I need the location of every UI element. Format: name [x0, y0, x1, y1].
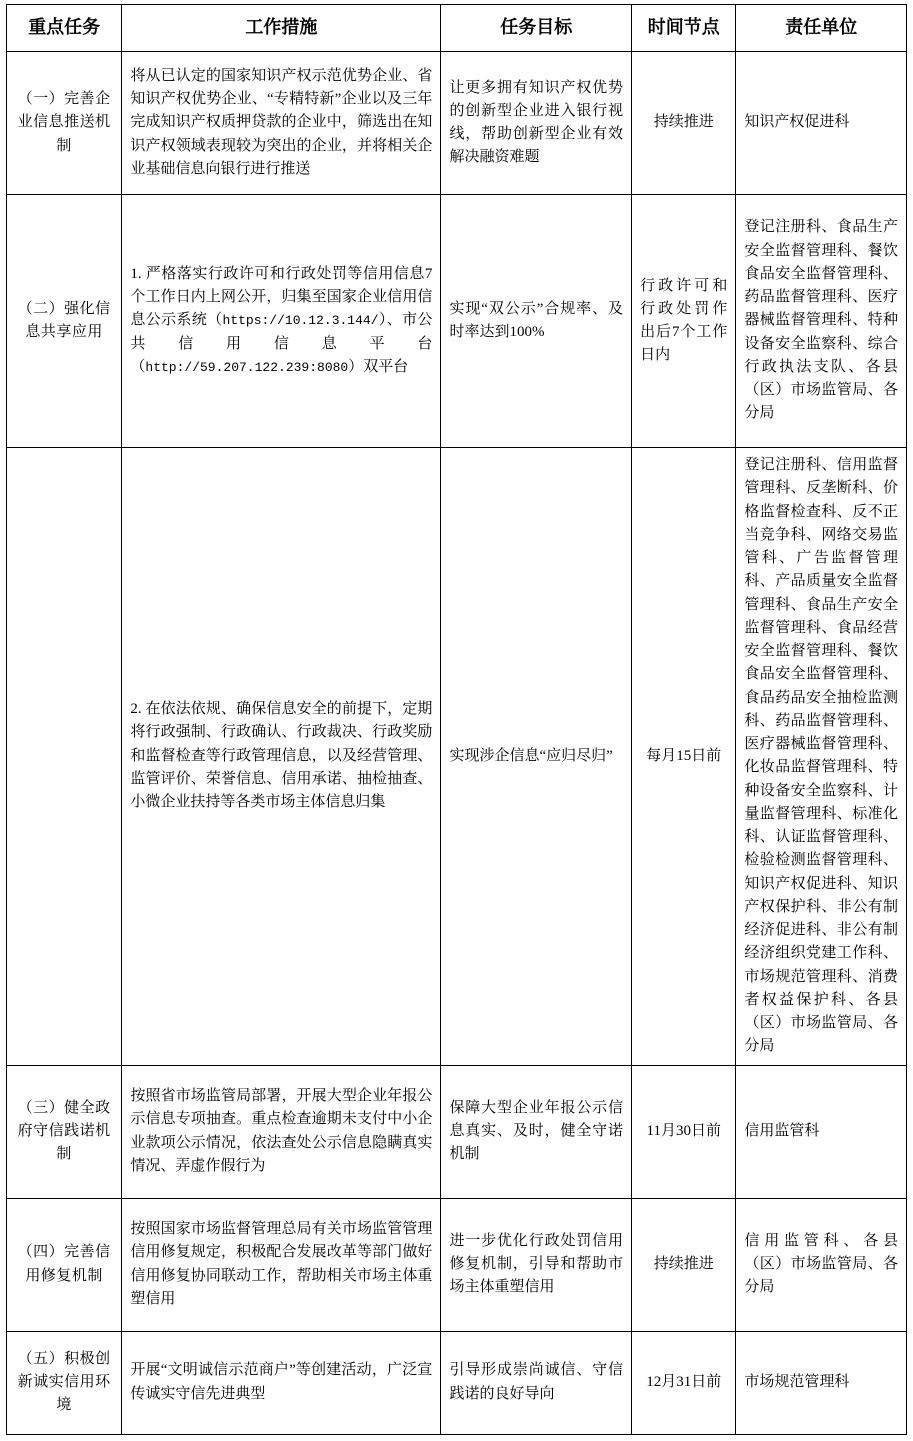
measure-url-city: http://59.207.122.239:8080: [145, 359, 349, 375]
cell-unit: 登记注册科、食品生产安全监督管理科、餐饮食品安全监督管理科、药品监督管理科、医疗器械监督管理科、特种设备安全监察科、综合行政执法支队、各县（区）市场监管局、各分局: [736, 195, 907, 448]
cell-task: （三）健全政府守信践诺机制: [7, 1065, 122, 1198]
table-row: [7, 1198, 907, 1331]
column-header-unit: 责任单位: [736, 5, 907, 52]
table-row: [7, 195, 907, 448]
column-header-task: 重点任务: [7, 5, 122, 52]
cell-task: [7, 448, 122, 1066]
cell-time: 行政许可和行政处罚作出后7个工作日内: [632, 195, 736, 448]
cell-unit: 登记注册科、信用监督管理科、反垄断科、价格监督检查科、反不正当竞争科、网络交易监管科、广告监督管理科、产品质量安全监督管理科、食品生产安全监督管理科、食品经营安全监督管理科、餐饮食品安全监督管理科、食品药品安全抽检监测科、药品监督管理科、医疗器械监督管理科、化妆品监督管理科、特种设备安全监察科、计量监督管理科、标准化科、认证监督管理科、检验检测监督管理科、知识产权促进科、知识产权保护科、非公有制经济促进科、非公有制经济组织党建工作科、市场规范管理科、消费者权益保护科、各县（区）市场监管局、各分局: [736, 448, 907, 1066]
cell-time: 12月31日前: [632, 1331, 736, 1434]
cell-goal: 实现涉企信息“应归尽归”: [441, 448, 632, 1066]
table-header-row: [7, 5, 907, 52]
table-row: [7, 448, 907, 1066]
cell-measure: [122, 195, 441, 448]
column-header-goal: 任务目标: [441, 5, 632, 52]
column-header-time: 时间节点: [632, 5, 736, 52]
cell-goal: 让更多拥有知识产权优势的创新型企业进入银行视线，帮助创新型企业有效解决融资难题: [441, 52, 632, 195]
cell-task: （二）强化信息共享应用: [7, 195, 122, 448]
column-header-measure: 工作措施: [122, 5, 441, 52]
cell-task: （一）完善企业信息推送机制: [7, 52, 122, 195]
measure-text-tail: ）双平台: [348, 358, 409, 375]
cell-goal: 保障大型企业年报公示信息真实、及时，健全守诺机制: [441, 1065, 632, 1198]
cell-time: 持续推进: [632, 52, 736, 195]
task-table: [6, 4, 907, 1435]
table-row: [7, 52, 907, 195]
cell-task: （四）完善信用修复机制: [7, 1198, 122, 1331]
cell-unit: 信用监管科、各县（区）市场监管局、各分局: [736, 1198, 907, 1331]
measure-url-national: https://10.12.3.144/: [222, 313, 379, 329]
cell-time: 11月30日前: [632, 1065, 736, 1198]
table-row: [7, 1331, 907, 1434]
cell-goal: 进一步优化行政处罚信用修复机制，引导和帮助市场主体重塑信用: [441, 1198, 632, 1331]
cell-time: 每月15日前: [632, 448, 736, 1066]
cell-measure: 按照国家市场监督管理总局有关市场监管管理信用修复规定，积极配合发展改革等部门做好信用修复协同联动工作，帮助相关市场主体重塑信用: [122, 1198, 441, 1331]
cell-unit: 知识产权促进科: [736, 52, 907, 195]
cell-measure: 2. 在依法依规、确保信息安全的前提下，定期将行政强制、行政确认、行政裁决、行政奖励和监督检查等行政管理信息，以及经营管理、监管评价、荣誉信息、信用承诺、抽检抽查、小微企业扶持等各类市场主体信息归集: [122, 448, 441, 1066]
cell-unit: 市场规范管理科: [736, 1331, 907, 1434]
cell-unit: 信用监管科: [736, 1065, 907, 1198]
cell-task: （五）积极创新诚实信用环境: [7, 1331, 122, 1434]
cell-time: 持续推进: [632, 1198, 736, 1331]
cell-measure: 按照省市场监管局部署，开展大型企业年报公示信息专项抽查。重点检查逾期未支付中小企业款项公示情况，依法查处公示信息隐瞒真实情况、弄虚作假行为: [122, 1065, 441, 1198]
measure-text-mid: ）、市公共信用信息平台（: [130, 312, 433, 375]
cell-goal: 引导形成崇尚诚信、守信践诺的良好导向: [441, 1331, 632, 1434]
cell-measure: 开展“文明诚信示范商户”等创建活动，广泛宣传诚实守信先进典型: [122, 1331, 441, 1434]
table-row: [7, 1065, 907, 1198]
cell-goal: 实现“双公示”合规率、及时率达到100%: [441, 195, 632, 448]
measure-text-lead: 1. 严格落实行政许可和行政处罚等信用信息7个工作日内上网公开，归集至国家企业信用信息公示系统（: [130, 265, 433, 329]
cell-measure: 将从已认定的国家知识产权示范优势企业、省知识产权优势企业、“专精特新”企业以及三年完成知识产权质押贷款的企业中，筛选出在知识产权领域表现较为突出的企业，并将相关企业基础信息向银行进行推送: [122, 52, 441, 195]
